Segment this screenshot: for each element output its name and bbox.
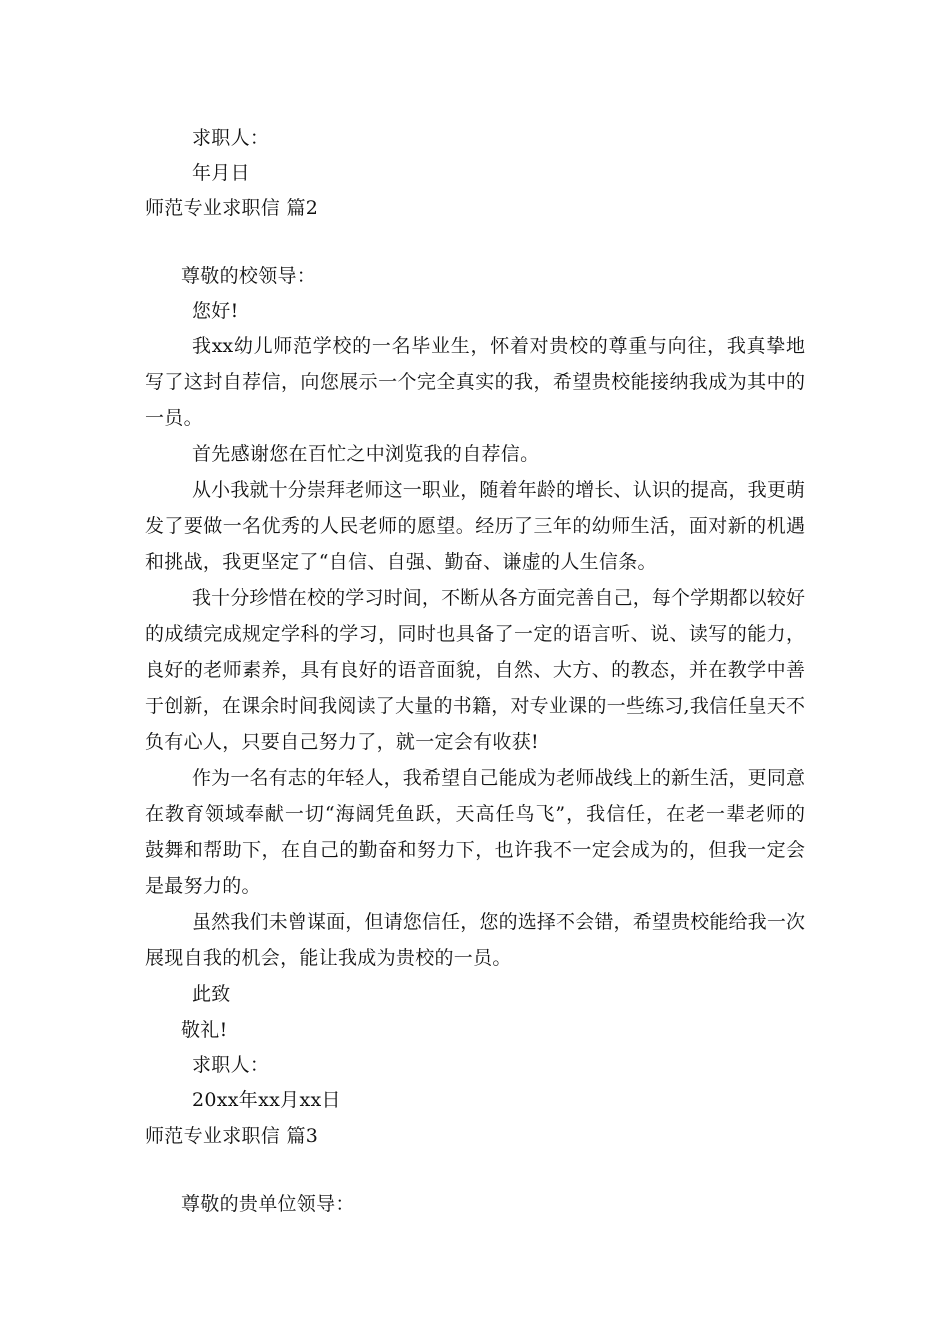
paragraph-line: 写了这封自荐信，向您展示一个完全真实的我，希望贵校能接纳我成为其中的 xyxy=(145,371,805,393)
paragraph-line: 从小我就十分崇拜老师这一职业，随着年龄的增长、认识的提高，我更萌 xyxy=(192,479,805,501)
signer-label: 求职人： xyxy=(192,127,270,149)
signer-label: 求职人： xyxy=(192,1054,270,1076)
paragraph-line: 发了要做一名优秀的人民老师的愿望。经历了三年的幼师生活，面对新的机遇 xyxy=(145,515,805,537)
closing-line: 敬礼! xyxy=(181,1019,228,1041)
paragraph-line: 于创新，在课余时间我阅读了大量的书籍，对专业课的一些练习,我信任皇天不 xyxy=(145,695,805,717)
date-line: 20xx年xx月xx日 xyxy=(192,1089,341,1111)
paragraph-line: 首先感谢您在百忙之中浏览我的自荐信。 xyxy=(192,443,540,465)
paragraph-line: 良好的老师素养，具有良好的语音面貌，自然、大方、的教态，并在教学中善 xyxy=(145,659,805,681)
paragraph-line: 我十分珍惜在校的学习时间，不断从各方面完善自己，每个学期都以较好 xyxy=(192,587,805,609)
date-line: 年月日 xyxy=(192,162,250,184)
paragraph-line: 是最努力的。 xyxy=(145,875,261,897)
section-heading: 师范专业求职信 篇2 xyxy=(145,197,319,219)
salutation: 尊敬的贵单位领导： xyxy=(181,1193,355,1215)
paragraph-line: 鼓舞和帮助下，在自己的勤奋和努力下，也许我不一定会成为的，但我一定会 xyxy=(145,839,805,861)
closing-line: 此致 xyxy=(192,983,231,1005)
section-heading: 师范专业求职信 篇3 xyxy=(145,1125,319,1147)
paragraph-line: 在教育领域奉献一切“海阔凭鱼跃，天高任鸟飞”，我信任，在老一辈老师的 xyxy=(145,803,805,825)
salutation: 尊敬的校领导： xyxy=(181,265,317,287)
paragraph-line: 和挑战，我更坚定了“自信、自强、勤奋、谦虚的人生信条。 xyxy=(145,551,657,573)
paragraph-line: 一员。 xyxy=(145,407,203,429)
paragraph-line: 的成绩完成规定学科的学习，同时也具备了一定的语言听、说、读写的能力， xyxy=(145,623,805,645)
paragraph-line: 我xx幼儿师范学校的一名毕业生，怀着对贵校的尊重与向往，我真挚地 xyxy=(192,335,805,357)
paragraph-line: 负有心人，只要自己努力了，就一定会有收获! xyxy=(145,731,539,753)
greeting: 您好! xyxy=(192,300,239,322)
paragraph-line: 展现自我的机会，能让我成为贵校的一员。 xyxy=(145,947,512,969)
paragraph-line: 作为一名有志的年轻人，我希望自己能成为老师战线上的新生活，更同意 xyxy=(192,767,805,789)
paragraph-line: 虽然我们未曾谋面，但请您信任，您的选择不会错，希望贵校能给我一次 xyxy=(192,911,805,933)
